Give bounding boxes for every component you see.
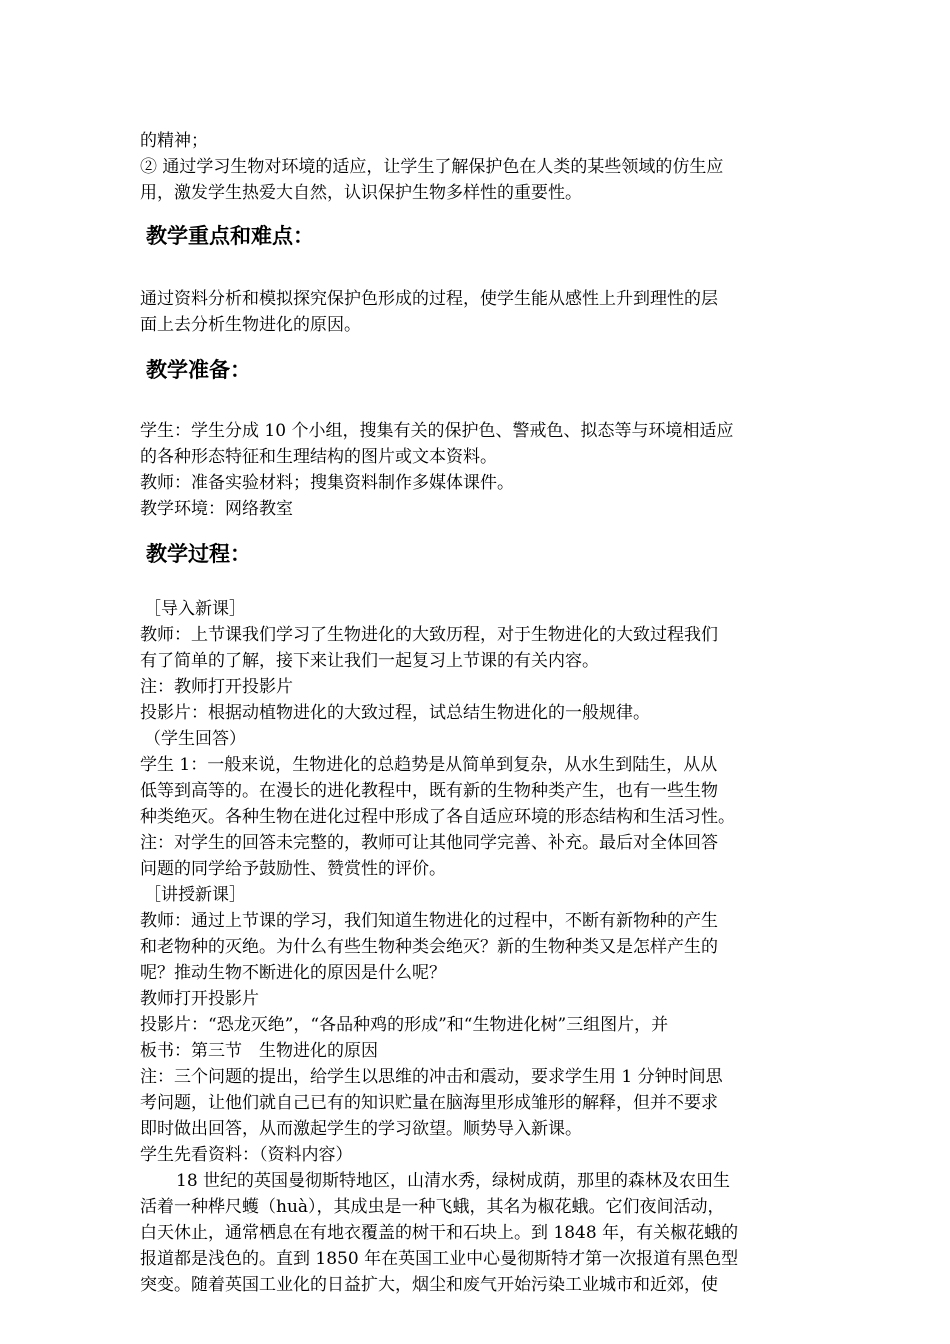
text-line: 考问题，让他们就自己已有的知识贮量在脑海里形成雏形的解释，但并不要求 [140, 1093, 718, 1113]
section-heading-preparation: 教学准备： [146, 358, 251, 382]
text-line: 的各种形态特征和生理结构的图片或文本资料。 [140, 447, 497, 467]
text-line: 18 世纪的英国曼彻斯特地区，山清水秀，绿树成荫，那里的森林及农田生 [176, 1171, 731, 1191]
text-line: 白天休止，通常栖息在有地衣覆盖的树干和石块上。到 1848 年，有关椒花蛾的 [140, 1223, 739, 1243]
text-line: 有了简单的了解，接下来让我们一起复习上节课的有关内容。 [140, 651, 599, 671]
text-line: 呢？推动生物不断进化的原因是什么呢？ [140, 963, 446, 983]
text-line: 注：教师打开投影片 [140, 677, 293, 697]
text-line: 突变。随着英国工业化的日益扩大，烟尘和废气开始污染工业城市和近郊，使 [140, 1275, 718, 1295]
text-line: 问题的同学给予鼓励性、赞赏性的评价。 [140, 859, 446, 879]
text-line: 学生：学生分成 10 个小组，搜集有关的保护色、警戒色、拟态等与环境相适应 [140, 421, 734, 441]
text-line: ② 通过学习生物对环境的适应，让学生了解保护色在人类的某些领域的仿生应 [140, 157, 724, 177]
material-paragraph [140, 1168, 812, 1298]
text-line: 低等到高等的。在漫长的进化教程中，既有新的生物种类产生，也有一些生物 [140, 781, 718, 801]
document-page [140, 128, 812, 1298]
text-line: 板书：第三节 生物进化的原因 [140, 1041, 378, 1061]
text-line: 注：三个问题的提出，给学生以思维的冲击和震动，要求学生用 1 分钟时间思 [140, 1067, 723, 1087]
subsection-label: ［导入新课］ [144, 599, 246, 619]
text-line: 教学环境：网络教室 [140, 499, 293, 519]
subsection-label: ［讲授新课］ [144, 885, 246, 905]
text-line: 学生 1：一般来说，生物进化的总趋势是从简单到复杂，从水生到陆生，从从 [140, 755, 718, 775]
text-line: 投影片：“恐龙灭绝”，“各品种鸡的形成”和“生物进化树”三组图片，并 [140, 1015, 669, 1035]
section-heading-process: 教学过程： [146, 542, 251, 566]
text-line: 活着一种桦尺蠖（huà），其成虫是一种飞蛾，其名为椒花蛾。它们夜间活动， [140, 1197, 725, 1217]
text-line: 教师：准备实验材料；搜集资料制作多媒体课件。 [140, 473, 514, 493]
text-line: 教师：上节课我们学习了生物进化的大致历程，对于生物进化的大致过程我们 [140, 625, 718, 645]
text-line: 教师：通过上节课的学习，我们知道生物进化的过程中，不断有新物种的产生 [140, 911, 718, 931]
text-line: 用，激发学生热爱大自然，认识保护生物多样性的重要性。 [140, 183, 582, 203]
text-line: 报道都是浅色的。直到 1850 年在英国工业中心曼彻斯特才第一次报道有黑色型 [140, 1249, 739, 1269]
text-line: 即时做出回答，从而激起学生的学习欲望。顺势导入新课。 [140, 1119, 582, 1139]
section-heading-key-points: 教学重点和难点： [146, 224, 314, 248]
text-line: 的精神； [140, 131, 208, 151]
text-line: 和老物种的灭绝。为什么有些生物种类会绝灭？新的生物种类又是怎样产生的 [140, 937, 718, 957]
key-points-section [140, 286, 812, 338]
text-line: （学生回答） [144, 729, 246, 749]
text-line: 通过资料分析和模拟探究保护色形成的过程，使学生能从感性上升到理性的层 [140, 289, 718, 309]
text-line: 种类绝灭。各种生物在进化过程中形成了各自适应环境的形态结构和生活习性。 [140, 807, 735, 827]
text-line: 面上去分析生物进化的原因。 [140, 315, 361, 335]
text-line: 学生先看资料：（资料内容） [140, 1145, 353, 1165]
text-line: 注：对学生的回答未完整的，教师可让其他同学完善、补充。最后对全体回答 [140, 833, 718, 853]
process-section [140, 596, 812, 1298]
text-line: 教师打开投影片 [140, 989, 259, 1009]
text-line: 投影片：根据动植物进化的大致过程，试总结生物进化的一般规律。 [140, 703, 650, 723]
objective-continuation [140, 128, 812, 206]
preparation-section [140, 418, 812, 522]
